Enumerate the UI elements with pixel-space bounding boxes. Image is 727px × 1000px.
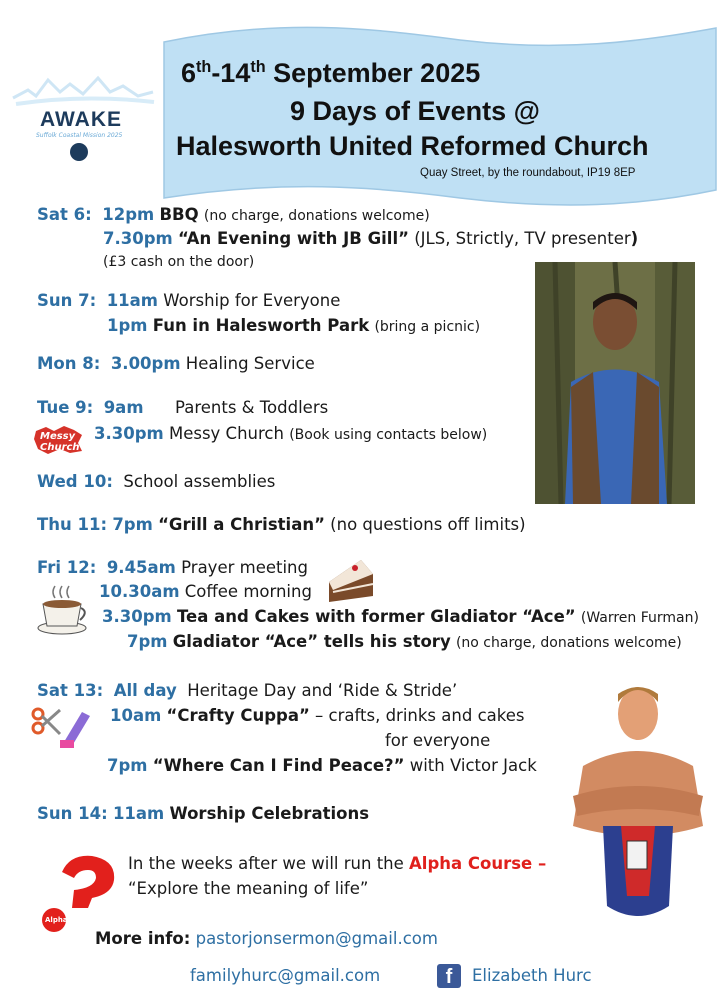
wed10-assemblies: Wed 10: School assemblies — [37, 472, 276, 491]
awake-logo — [8, 70, 158, 170]
fri12-gladiator-story: 7pm Gladiator “Ace” tells his story (no charge, donations welcome) — [127, 632, 682, 651]
tue9-messy-church: 3.30pm Messy Church (Book using contacts below) — [94, 424, 488, 443]
craft-supplies-icon — [30, 704, 96, 752]
facebook-page-link[interactable]: Elizabeth Hurc — [472, 966, 592, 985]
fri12-prayer: Fri 12: 9.45am Prayer meeting — [37, 558, 308, 577]
sun7-worship: Sun 7: 11am Worship for Everyone — [37, 291, 341, 310]
banner-subtitle: 9 Days of Events @ — [290, 96, 540, 126]
sat13-heritage: Sat 13: All day Heritage Day and ‘Ride & Stride’ — [37, 681, 458, 700]
mon8-healing: Mon 8: 3.00pm Healing Service — [37, 354, 315, 373]
facebook-icon[interactable]: f — [437, 964, 461, 988]
alpha-tagline: “Explore the meaning of life” — [128, 879, 369, 898]
banner-dates: 6th-14th September 2025 — [181, 58, 481, 88]
fri12-tea-cakes: 3.30pm Tea and Cakes with former Gladiator “Ace” (Warren Furman) — [102, 607, 699, 626]
thu11-grill: Thu 11: 7pm “Grill a Christian” (no questions off limits) — [37, 515, 526, 534]
more-info: More info: pastorjonsermon@gmail.com — [95, 929, 438, 948]
coffee-cup-icon — [35, 584, 90, 636]
sun7-park: 1pm Fun in Halesworth Park (bring a picnic) — [107, 316, 481, 335]
banner-address: Quay Street, by the roundabout, IP19 8EP — [420, 167, 636, 179]
sat13-peace: 7pm “Where Can I Find Peace?” with Victor Jack — [107, 756, 537, 775]
jb-gill-photo — [535, 262, 695, 504]
sun14-worship: Sun 14: 11am Worship Celebrations — [37, 804, 370, 823]
fri12-coffee: 10.30am Coffee morning — [99, 582, 312, 601]
alpha-question-mark-logo: Alpha — [38, 850, 122, 934]
tue9-toddlers: Tue 9: 9am Parents & Toddlers — [37, 398, 329, 417]
family-email-link[interactable]: familyhurc@gmail.com — [190, 966, 381, 985]
gladiator-ace-photo — [563, 676, 713, 940]
banner-church-name: Halesworth United Reformed Church — [176, 131, 649, 161]
cake-icon — [325, 556, 377, 606]
logo-tagline: Suffolk Coastal Mission 2025 — [36, 132, 123, 139]
pastor-email-link[interactable]: pastorjonsermon@gmail.com — [195, 929, 438, 948]
messy-church-logo: Messy Church — [32, 425, 84, 455]
sat13-crafty-cuppa: 10am “Crafty Cuppa” – crafts, drinks and cakes — [110, 706, 525, 725]
sat6-jb-gill: 7.30pm “An Evening with JB Gill” (JLS, Strictly, TV presenter) — [103, 229, 639, 248]
sat13-crafty-cuppa-note: for everyone — [385, 731, 491, 750]
alpha-course-line: In the weeks after we will run the Alpha Course – — [128, 854, 547, 873]
logo-emblem-icon — [70, 143, 88, 161]
sat6-bbq: Sat 6: 12pm BBQ (no charge, donations welcome) — [37, 205, 430, 224]
sat6-entry-note: (£3 cash on the door) — [103, 254, 255, 270]
logo-wordmark: AWAKE — [40, 108, 123, 131]
